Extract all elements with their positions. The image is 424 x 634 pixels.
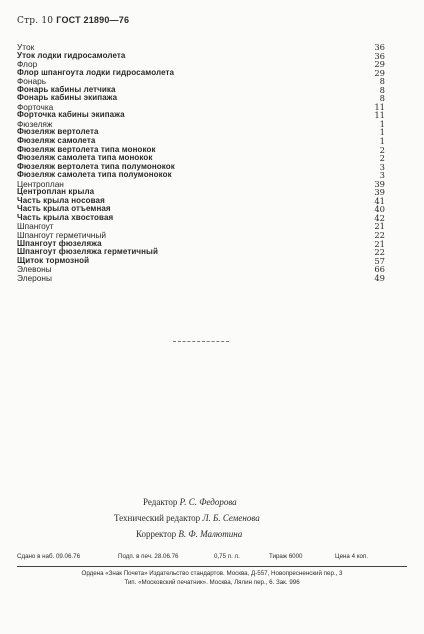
alphabetical-index: [17, 43, 385, 282]
index-entry: [17, 52, 385, 61]
index-term: Центроплан крыла: [17, 187, 95, 197]
index-page-number: 22: [374, 247, 385, 258]
index-page-number: 3: [379, 170, 385, 181]
page-header: [17, 15, 129, 26]
index-term: Фюзеляж вертолета: [17, 127, 99, 137]
index-entry: [17, 69, 385, 78]
index-entry: [17, 171, 385, 180]
index-page-number: 57: [374, 255, 385, 266]
index-page-number: 8: [379, 93, 385, 104]
proofreader-role: Корректор: [136, 529, 177, 539]
index-page-number: 1: [379, 136, 385, 147]
index-page-number: 21: [374, 221, 385, 232]
index-term: Шпангоут герметичный: [17, 230, 106, 241]
index-term: Часть крыла хвостовая: [17, 212, 114, 222]
index-entry: [17, 214, 385, 223]
signed-date: Подп. в печ. 28.06.76: [118, 553, 179, 560]
index-page-number: 2: [379, 144, 385, 155]
index-term: Элероны: [17, 272, 52, 283]
index-term: Фонарь: [17, 76, 47, 87]
index-term: Форточка кабины экипажа: [17, 110, 125, 120]
page-prefix: Стр. 10: [17, 16, 54, 26]
index-term: Часть крыла отъемная: [17, 204, 111, 214]
index-page-number: 29: [374, 59, 385, 70]
index-page-number: 36: [374, 42, 385, 52]
index-page-number: 21: [374, 238, 385, 249]
price: Цена 4 коп.: [335, 553, 369, 560]
publisher-line-2: Тип. «Московский печатник». Москва, Лялин пер., 6. Зак. 996: [124, 579, 300, 586]
index-entry: [17, 265, 385, 274]
index-term: Уток: [17, 42, 35, 52]
editor-role: Редактор: [143, 497, 178, 507]
index-page-number: 29: [374, 67, 385, 78]
tech-editor-role: Технический редактор: [114, 513, 201, 523]
index-term: Фюзеляж вертолета типа монокок: [17, 144, 156, 154]
tech-editor-name: Л. Б. Семенова: [202, 513, 260, 523]
index-page-number: 36: [374, 50, 385, 61]
index-page-number: 40: [374, 204, 385, 215]
index-entry: [17, 94, 385, 103]
index-page-number: 3: [379, 161, 385, 172]
index-page-number: 1: [379, 118, 385, 129]
index-term: Уток лодки гидросамолета: [17, 50, 126, 60]
imprint-rule: [17, 566, 407, 567]
index-term: Щиток тормозной: [17, 255, 90, 265]
index-page-number: 39: [374, 178, 385, 189]
print-run: Тираж 6000: [269, 553, 303, 560]
index-term: Элевоны: [17, 264, 52, 275]
index-page-number: 8: [379, 76, 385, 87]
index-entry: [17, 274, 385, 283]
index-term: Флор: [17, 59, 38, 70]
index-page-number: 1: [379, 127, 385, 138]
publisher-line-1: Ордена «Знак Почета» Издательство стандартов. Москва, Д-557, Новопресненский пер., 3: [81, 570, 343, 577]
index-page-number: 49: [374, 272, 385, 283]
index-page-number: 8: [379, 84, 385, 95]
index-term: Фюзеляж самолета типа полумонокок: [17, 170, 172, 180]
index-term: Шпангоут фюзеляжа: [17, 238, 102, 248]
index-term: Фонарь кабины летчика: [17, 84, 116, 94]
standard-number: ГОСТ 21890—76: [56, 15, 130, 25]
tech-editor-line: [114, 513, 260, 523]
index-page-number: 11: [374, 110, 385, 121]
editor-line: [143, 497, 237, 507]
index-page-number: 2: [379, 153, 385, 164]
index-term: Фюзеляж самолета типа монокок: [17, 153, 153, 163]
proofreader-line: [136, 529, 242, 539]
index-entry: [17, 257, 385, 266]
index-term: Фюзеляж самолета: [17, 136, 96, 146]
index-entry: [17, 111, 385, 120]
print-sheets: 0,75 п. л.: [214, 553, 240, 560]
index-term: Часть крыла носовая: [17, 195, 105, 205]
separator-line: [173, 341, 229, 342]
index-term: Форточка: [17, 101, 54, 112]
index-page-number: 39: [374, 187, 385, 198]
index-page-number: 42: [374, 212, 385, 223]
index-term: Фюзеляж вертолета типа полумонокок: [17, 161, 175, 171]
index-term: Флор шпангоута лодки гидросамолета: [17, 67, 175, 77]
index-term: Шпангоут фюзеляжа герметичный: [17, 247, 158, 257]
index-page-number: 11: [374, 101, 385, 112]
index-term: Фюзеляж: [17, 118, 53, 129]
index-term: Центроплан: [17, 178, 64, 189]
index-page-number: 22: [374, 230, 385, 241]
proofreader-name: В. Ф. Малютина: [178, 529, 243, 539]
index-term: Фонарь кабины экипажа: [17, 93, 118, 103]
index-page-number: 41: [374, 195, 385, 206]
index-term: Шпангоут: [17, 221, 54, 232]
index-page-number: 66: [374, 264, 385, 275]
editor-name: Р. С. Федорова: [179, 497, 237, 507]
submitted-date: Сдано в наб. 09.06.76: [17, 553, 81, 560]
